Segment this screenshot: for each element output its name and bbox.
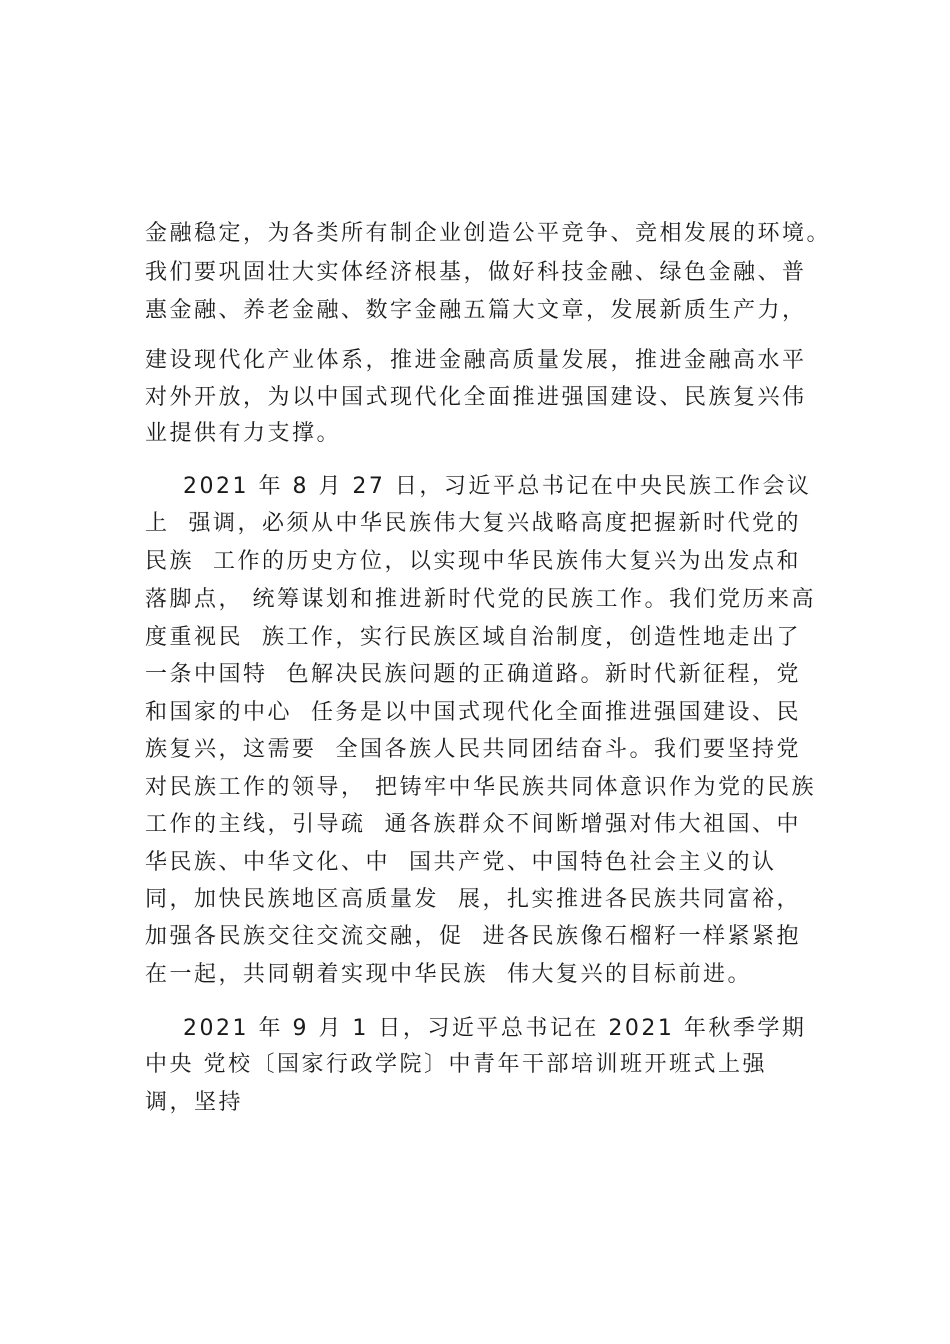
paragraph-2-line-1: 建设现代化产业体系，推进金融高质量发展，推进金融高水平	[145, 348, 807, 373]
paragraph-3-line-1: 2021 年 8 月 27 日，习近平总书记在中央民族工作会议	[145, 474, 812, 499]
paragraph-3-line-14: 在一起，共同朝着实现中华民族 伟大复兴的目标前进。	[145, 962, 752, 987]
paragraph-3-line-11: 华民族、中华文化、中 国共产党、中国特色社会主义的认	[145, 850, 777, 875]
paragraph-3-line-6: 一条中国特 色解决民族问题的正确道路。新时代新征程，党	[145, 662, 801, 687]
paragraph-3-line-2: 上 强调，必须从中华民族伟大复兴战略高度把握新时代党的	[145, 511, 801, 536]
paragraph-2-line-2: 对外开放，为以中国式现代化全面推进强国建设、民族复兴伟	[145, 385, 807, 410]
paragraph-1-line-1: 金融稳定，为各类所有制企业创造公平竞争、竞相发展的环境。	[145, 221, 832, 246]
paragraph-3-line-3: 民族 工作的历史方位，以实现中华民族伟大复兴为出发点和	[145, 549, 801, 574]
paragraph-3-line-4: 落脚点， 统筹谋划和推进新时代党的民族工作。我们党历来高	[145, 587, 816, 612]
paragraph-3-line-10: 工作的主线，引导疏 通各族群众不间断增强对伟大祖国、中	[145, 812, 801, 837]
paragraph-3-line-9: 对民族工作的领导， 把铸牢中华民族共同体意识作为党的民族	[145, 775, 816, 800]
paragraph-3-line-5: 度重视民 族工作，实行民族区域自治制度，创造性地走出了	[145, 625, 801, 650]
paragraph-4-line-3: 调，坚持	[145, 1090, 244, 1115]
paragraph-4-line-2: 中央 党校〔国家行政学院〕中青年干部培训班开班式上强	[145, 1052, 767, 1077]
paragraph-3-line-12: 同，加快民族地区高质量发 展，扎实推进各民族共同富裕，	[145, 887, 801, 912]
paragraph-2-line-3: 业提供有力支撑。	[145, 421, 342, 446]
paragraph-1-line-2: 我们要巩固壮大实体经济根基，做好科技金融、绿色金融、普	[145, 260, 807, 285]
paragraph-4-line-1: 2021 年 9 月 1 日，习近平总书记在 2021 年秋季学期	[145, 1016, 807, 1041]
paragraph-3-line-7: 和国家的中心 任务是以中国式现代化全面推进强国建设、民	[145, 700, 801, 725]
paragraph-1-line-3: 惠金融、养老金融、数字金融五篇大文章，发展新质生产力，	[145, 298, 807, 323]
paragraph-3-line-13: 加强各民族交往交流交融，促 进各民族像石榴籽一样紧紧抱	[145, 924, 801, 949]
paragraph-3-line-8: 族复兴，这需要 全国各族人民共同团结奋斗。我们要坚持党	[145, 737, 801, 762]
